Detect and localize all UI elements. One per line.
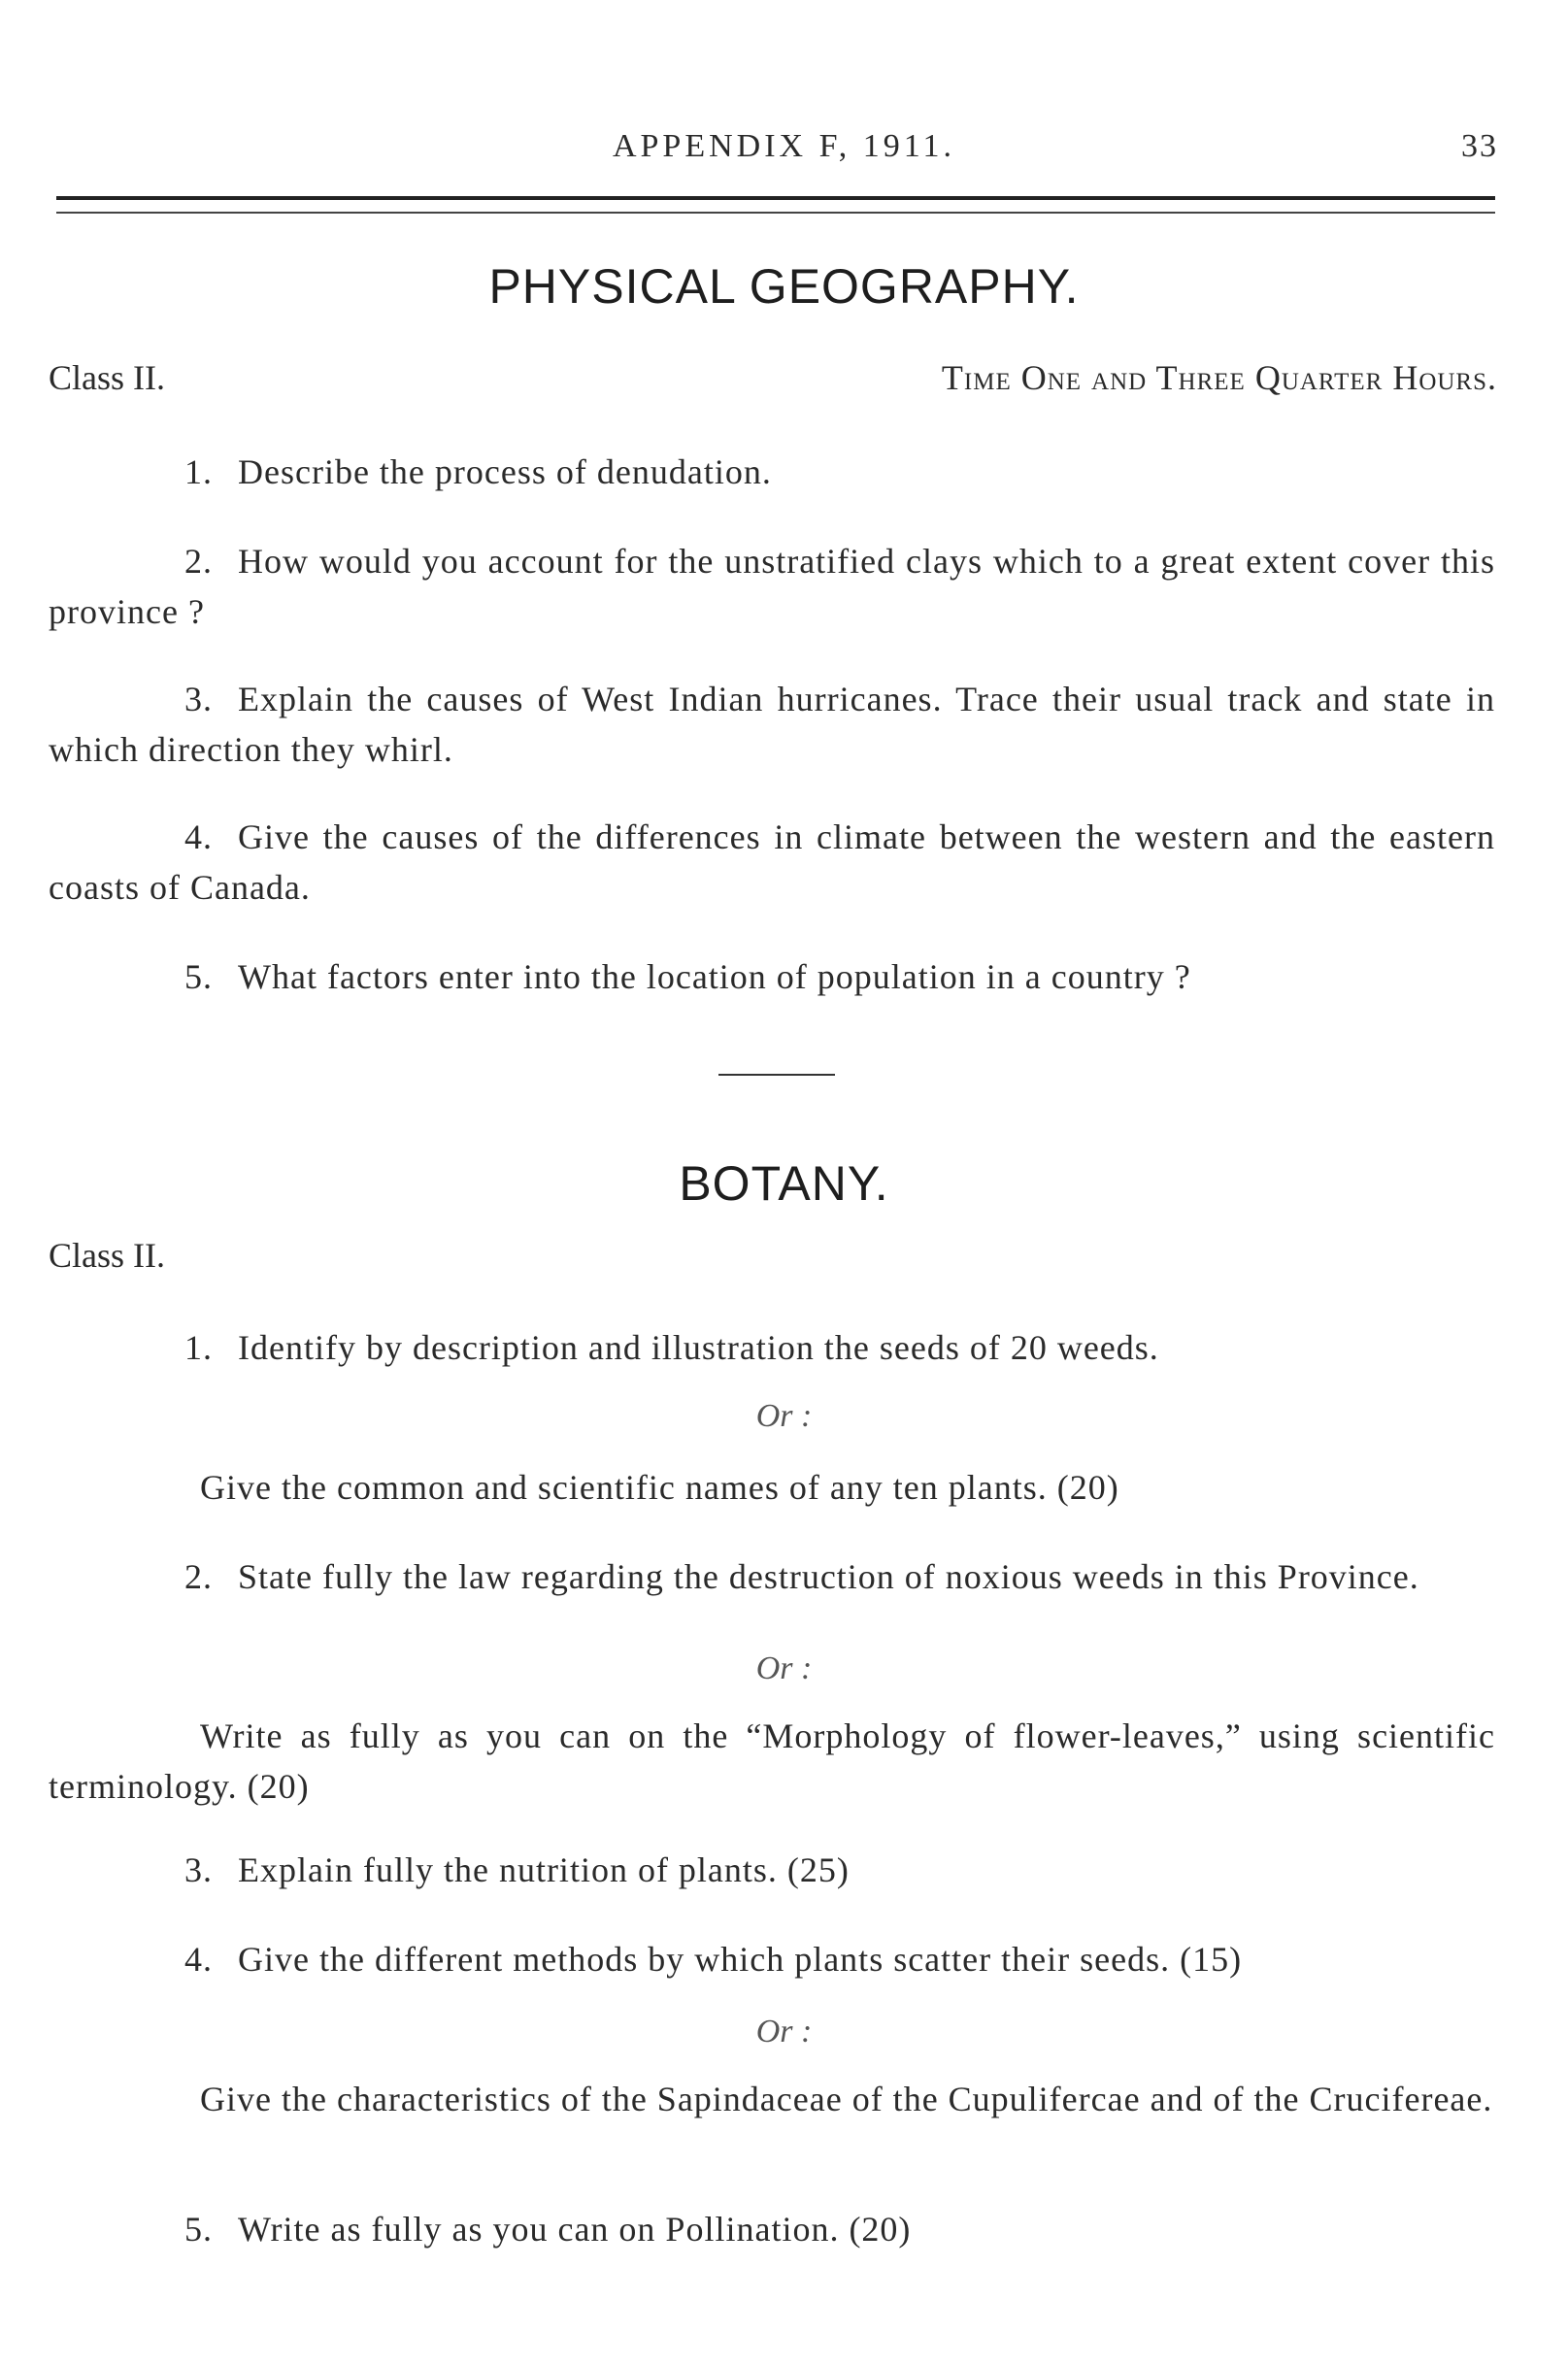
or-label: Or : [755, 1398, 813, 1434]
pg-question-5 [49, 951, 1495, 1002]
botany-question-2 [49, 1551, 1495, 1602]
botany-question-5 [49, 2204, 1495, 2254]
question-number: 3. [184, 1850, 213, 1889]
physical-geography-class-label: Class II. [49, 358, 165, 397]
question-number: 1. [184, 452, 213, 491]
question-number: 5. [184, 2210, 213, 2249]
or-label: Or : [755, 1650, 813, 1686]
question-text: Identify by description and illustration the seeds of 20 weeds. [238, 1328, 1159, 1367]
botany-question-2-alternative: Write as fully as you can on the “Morphology of flower-leaves,” using scientific terminology. (20) [49, 1716, 1495, 1806]
botany-class-label: Class II. [49, 1236, 165, 1275]
botany-question-4 [49, 1934, 1495, 1984]
question-number: 2. [184, 542, 213, 581]
question-text: Give the different methods by which plants scatter their seeds. (15) [238, 1940, 1243, 1979]
botany-question-1-alternative: Give the common and scientific names of any ten plants. (20) [200, 1468, 1119, 1507]
question-number: 4. [184, 817, 213, 856]
question-text: Give the causes of the differences in climate between the western and the eastern coasts of Canada. [49, 817, 1495, 907]
running-title: APPENDIX F, 1911. [612, 128, 956, 164]
running-head [0, 128, 1568, 177]
physical-geography-time-label: Time One and Three Quarter Hours. [941, 358, 1497, 397]
pg-question-4 [49, 812, 1495, 913]
physical-geography-title: PHYSICAL GEOGRAPHY. [488, 259, 1080, 314]
question-text: State fully the law regarding the destruction of noxious weeds in this Province. [238, 1557, 1419, 1596]
question-number: 4. [184, 1940, 213, 1979]
botany-title: BOTANY. [679, 1156, 889, 1211]
question-number: 5. [184, 957, 213, 996]
pg-question-1 [49, 447, 1495, 497]
question-text: How would you account for the unstratified clays which to a great extent cover this province ? [49, 542, 1495, 631]
botany-question-1 [49, 1322, 1495, 1373]
header-rule-thin [56, 212, 1495, 214]
pg-question-2 [49, 536, 1495, 637]
section-divider [718, 1074, 835, 1076]
question-number: 2. [184, 1557, 213, 1596]
botany-question-3 [49, 1845, 1495, 1895]
header-rule-thick [56, 196, 1495, 200]
question-text: Explain fully the nutrition of plants. (25) [238, 1850, 850, 1889]
question-text: Explain the causes of West Indian hurricanes. Trace their usual track and state in which direction they whirl. [49, 680, 1495, 769]
question-text: Describe the process of denudation. [238, 452, 772, 491]
page-number: 33 [1461, 128, 1498, 164]
question-number: 3. [184, 680, 213, 718]
botany-question-4-alternative: Give the characteristics of the Sapindaceae of the Cupulifercae and of the Crucifereae. [200, 2080, 1493, 2118]
pg-question-3 [49, 674, 1495, 775]
question-text: What factors enter into the location of population in a country ? [238, 957, 1191, 996]
or-label: Or : [755, 2014, 813, 2049]
question-number: 1. [184, 1328, 213, 1367]
question-text: Write as fully as you can on Pollination. (20) [238, 2210, 912, 2249]
